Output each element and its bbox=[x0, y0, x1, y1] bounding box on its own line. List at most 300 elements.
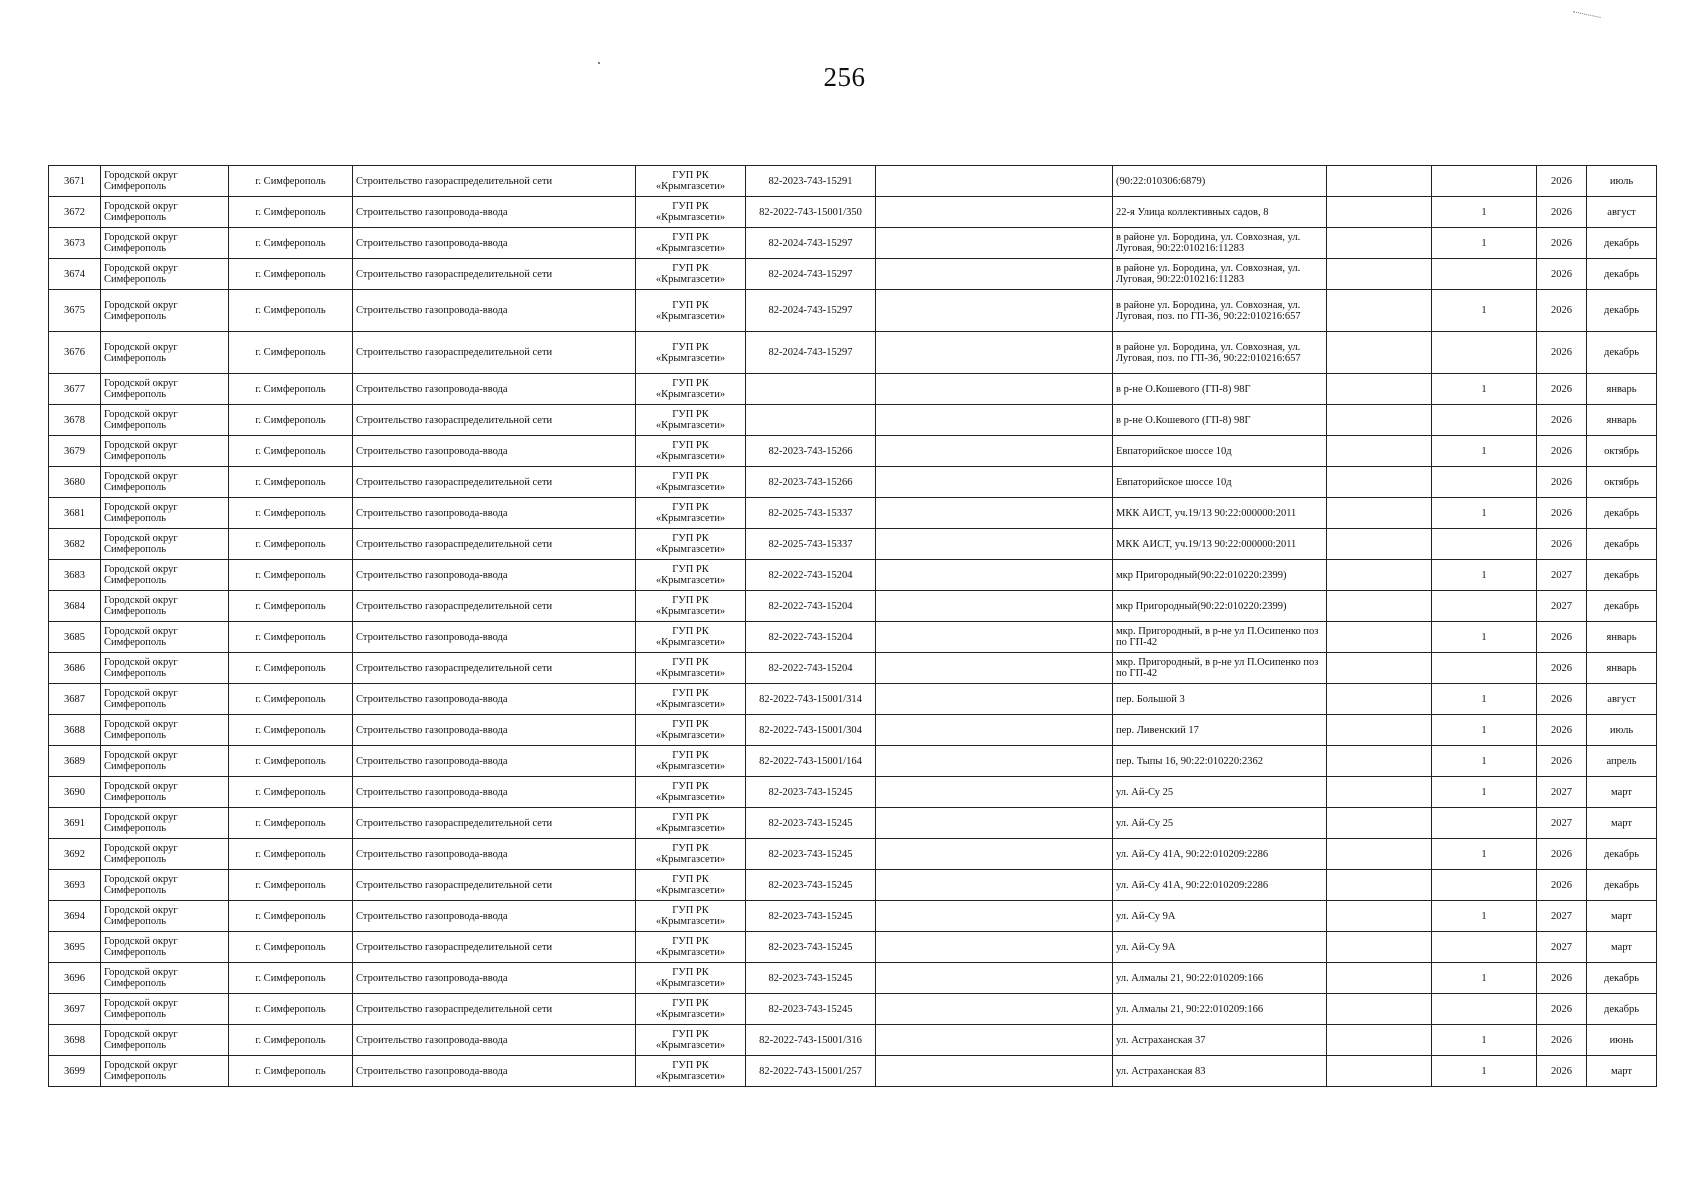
month-cell: март bbox=[1587, 932, 1657, 963]
address-cell: пер. Ливенский 17 bbox=[1113, 715, 1327, 746]
quantity-cell bbox=[1432, 467, 1537, 498]
project-code-cell: 82-2023-743-15266 bbox=[746, 467, 876, 498]
address-cell: ул. Алмалы 21, 90:22:010209:166 bbox=[1113, 994, 1327, 1025]
project-code-cell: 82-2023-743-15245 bbox=[746, 932, 876, 963]
quantity-cell: 1 bbox=[1432, 498, 1537, 529]
organization-cell: ГУП РК «Крымгазсети» bbox=[636, 901, 746, 932]
empty-cell bbox=[1327, 1025, 1432, 1056]
month-cell: март bbox=[1587, 808, 1657, 839]
year-cell: 2026 bbox=[1537, 622, 1587, 653]
table-row bbox=[49, 529, 1657, 560]
work-type-cell: Строительство газопровода-ввода bbox=[353, 498, 636, 529]
city-cell: г. Симферополь bbox=[229, 746, 353, 777]
organization-cell: ГУП РК «Крымгазсети» bbox=[636, 197, 746, 228]
organization-cell: ГУП РК «Крымгазсети» bbox=[636, 228, 746, 259]
month-cell: декабрь bbox=[1587, 870, 1657, 901]
quantity-cell bbox=[1432, 870, 1537, 901]
empty-cell bbox=[1327, 715, 1432, 746]
quantity-cell: 1 bbox=[1432, 436, 1537, 467]
city-cell: г. Симферополь bbox=[229, 994, 353, 1025]
work-type-cell: Строительство газораспределительной сети bbox=[353, 259, 636, 290]
row-number: 3689 bbox=[49, 746, 101, 777]
year-cell: 2026 bbox=[1537, 994, 1587, 1025]
empty-cell bbox=[876, 684, 1113, 715]
table-row bbox=[49, 228, 1657, 259]
quantity-cell bbox=[1432, 332, 1537, 374]
project-code-cell: 82-2023-743-15245 bbox=[746, 901, 876, 932]
address-cell: пер. Тыпы 16, 90:22:010220:2362 bbox=[1113, 746, 1327, 777]
empty-cell bbox=[876, 901, 1113, 932]
row-number: 3681 bbox=[49, 498, 101, 529]
address-cell: в р-не О.Кошевого (ГП-8) 98Г bbox=[1113, 405, 1327, 436]
city-cell: г. Симферополь bbox=[229, 808, 353, 839]
year-cell: 2026 bbox=[1537, 715, 1587, 746]
month-cell: январь bbox=[1587, 653, 1657, 684]
organization-cell: ГУП РК «Крымгазсети» bbox=[636, 290, 746, 332]
table-row bbox=[49, 332, 1657, 374]
empty-cell bbox=[1327, 197, 1432, 228]
organization-cell: ГУП РК «Крымгазсети» bbox=[636, 259, 746, 290]
empty-cell bbox=[1327, 808, 1432, 839]
year-cell: 2026 bbox=[1537, 746, 1587, 777]
year-cell: 2026 bbox=[1537, 498, 1587, 529]
organization-cell: ГУП РК «Крымгазсети» bbox=[636, 374, 746, 405]
address-cell: мкр. Пригородный, в р-не ул П.Осипенко поз по ГП-42 bbox=[1113, 622, 1327, 653]
empty-cell bbox=[1327, 498, 1432, 529]
empty-cell bbox=[876, 808, 1113, 839]
address-cell: ул. Астраханская 83 bbox=[1113, 1056, 1327, 1087]
organization-cell: ГУП РК «Крымгазсети» bbox=[636, 591, 746, 622]
row-number: 3686 bbox=[49, 653, 101, 684]
month-cell: март bbox=[1587, 901, 1657, 932]
address-cell: мкр Пригородный(90:22:010220:2399) bbox=[1113, 591, 1327, 622]
city-cell: г. Симферополь bbox=[229, 467, 353, 498]
project-code-cell: 82-2022-743-15204 bbox=[746, 653, 876, 684]
row-number: 3685 bbox=[49, 622, 101, 653]
empty-cell bbox=[1327, 467, 1432, 498]
city-cell: г. Симферополь bbox=[229, 197, 353, 228]
year-cell: 2026 bbox=[1537, 653, 1587, 684]
project-code-cell: 82-2022-743-15001/164 bbox=[746, 746, 876, 777]
district-cell: Городской округ Симферополь bbox=[101, 963, 229, 994]
row-number: 3684 bbox=[49, 591, 101, 622]
year-cell: 2026 bbox=[1537, 374, 1587, 405]
empty-cell bbox=[876, 374, 1113, 405]
month-cell: декабрь bbox=[1587, 332, 1657, 374]
empty-cell bbox=[1327, 259, 1432, 290]
empty-cell bbox=[1327, 290, 1432, 332]
quantity-cell: 1 bbox=[1432, 839, 1537, 870]
table-row bbox=[49, 684, 1657, 715]
quantity-cell: 1 bbox=[1432, 715, 1537, 746]
registry-table bbox=[48, 165, 1657, 1087]
quantity-cell: 1 bbox=[1432, 684, 1537, 715]
empty-cell bbox=[876, 529, 1113, 560]
quantity-cell: 1 bbox=[1432, 228, 1537, 259]
project-code-cell: 82-2024-743-15297 bbox=[746, 332, 876, 374]
organization-cell: ГУП РК «Крымгазсети» bbox=[636, 498, 746, 529]
city-cell: г. Симферополь bbox=[229, 228, 353, 259]
empty-cell bbox=[876, 197, 1113, 228]
year-cell: 2026 bbox=[1537, 332, 1587, 374]
scan-artifact bbox=[1571, 11, 1600, 26]
project-code-cell bbox=[746, 405, 876, 436]
empty-cell bbox=[876, 963, 1113, 994]
empty-cell bbox=[1327, 901, 1432, 932]
project-code-cell: 82-2025-743-15337 bbox=[746, 529, 876, 560]
work-type-cell: Строительство газопровода-ввода bbox=[353, 436, 636, 467]
work-type-cell: Строительство газораспределительной сети bbox=[353, 994, 636, 1025]
table-row bbox=[49, 467, 1657, 498]
district-cell: Городской округ Симферополь bbox=[101, 808, 229, 839]
city-cell: г. Симферополь bbox=[229, 963, 353, 994]
row-number: 3678 bbox=[49, 405, 101, 436]
work-type-cell: Строительство газопровода-ввода bbox=[353, 1056, 636, 1087]
work-type-cell: Строительство газораспределительной сети bbox=[353, 591, 636, 622]
month-cell: июль bbox=[1587, 715, 1657, 746]
month-cell: декабрь bbox=[1587, 290, 1657, 332]
row-number: 3682 bbox=[49, 529, 101, 560]
district-cell: Городской округ Симферополь bbox=[101, 332, 229, 374]
district-cell: Городской округ Симферополь bbox=[101, 746, 229, 777]
row-number: 3680 bbox=[49, 467, 101, 498]
district-cell: Городской округ Симферополь bbox=[101, 374, 229, 405]
project-code-cell: 82-2022-743-15204 bbox=[746, 560, 876, 591]
month-cell: июнь bbox=[1587, 1025, 1657, 1056]
city-cell: г. Симферополь bbox=[229, 870, 353, 901]
month-cell: декабрь bbox=[1587, 259, 1657, 290]
month-cell: декабрь bbox=[1587, 228, 1657, 259]
work-type-cell: Строительство газопровода-ввода bbox=[353, 228, 636, 259]
row-number: 3699 bbox=[49, 1056, 101, 1087]
quantity-cell bbox=[1432, 529, 1537, 560]
district-cell: Городской округ Симферополь bbox=[101, 166, 229, 197]
empty-cell bbox=[876, 436, 1113, 467]
district-cell: Городской округ Симферополь bbox=[101, 870, 229, 901]
work-type-cell: Строительство газораспределительной сети bbox=[353, 932, 636, 963]
empty-cell bbox=[876, 332, 1113, 374]
row-number: 3677 bbox=[49, 374, 101, 405]
quantity-cell: 1 bbox=[1432, 1056, 1537, 1087]
city-cell: г. Симферополь bbox=[229, 405, 353, 436]
empty-cell bbox=[876, 839, 1113, 870]
work-type-cell: Строительство газопровода-ввода bbox=[353, 963, 636, 994]
city-cell: г. Симферополь bbox=[229, 290, 353, 332]
project-code-cell: 82-2022-743-15204 bbox=[746, 622, 876, 653]
empty-cell bbox=[876, 591, 1113, 622]
address-cell: пер. Большой 3 bbox=[1113, 684, 1327, 715]
city-cell: г. Симферополь bbox=[229, 332, 353, 374]
empty-cell bbox=[1327, 746, 1432, 777]
table-row bbox=[49, 932, 1657, 963]
district-cell: Городской округ Симферополь bbox=[101, 259, 229, 290]
project-code-cell: 82-2022-743-15204 bbox=[746, 591, 876, 622]
empty-cell bbox=[876, 932, 1113, 963]
work-type-cell: Строительство газораспределительной сети bbox=[353, 529, 636, 560]
empty-cell bbox=[876, 1025, 1113, 1056]
table-row bbox=[49, 808, 1657, 839]
row-number: 3672 bbox=[49, 197, 101, 228]
district-cell: Городской округ Симферополь bbox=[101, 1025, 229, 1056]
address-cell: ул. Ай-Су 9А bbox=[1113, 901, 1327, 932]
empty-cell bbox=[876, 290, 1113, 332]
city-cell: г. Симферополь bbox=[229, 932, 353, 963]
address-cell: Евпаторийское шоссе 10д bbox=[1113, 467, 1327, 498]
year-cell: 2026 bbox=[1537, 870, 1587, 901]
empty-cell bbox=[1327, 405, 1432, 436]
quantity-cell bbox=[1432, 653, 1537, 684]
address-cell: в районе ул. Бородина, ул. Совхозная, ул. Луговая, поз. по ГП-36, 90:22:010216:657 bbox=[1113, 332, 1327, 374]
organization-cell: ГУП РК «Крымгазсети» bbox=[636, 746, 746, 777]
year-cell: 2027 bbox=[1537, 901, 1587, 932]
month-cell: июль bbox=[1587, 166, 1657, 197]
row-number: 3694 bbox=[49, 901, 101, 932]
empty-cell bbox=[1327, 591, 1432, 622]
address-cell: МКК АИСТ, уч.19/13 90:22:000000:2011 bbox=[1113, 498, 1327, 529]
quantity-cell: 1 bbox=[1432, 374, 1537, 405]
quantity-cell bbox=[1432, 591, 1537, 622]
organization-cell: ГУП РК «Крымгазсети» bbox=[636, 405, 746, 436]
district-cell: Городской округ Симферополь bbox=[101, 529, 229, 560]
work-type-cell: Строительство газопровода-ввода bbox=[353, 901, 636, 932]
city-cell: г. Симферополь bbox=[229, 684, 353, 715]
empty-cell bbox=[876, 560, 1113, 591]
district-cell: Городской округ Симферополь bbox=[101, 777, 229, 808]
table-row bbox=[49, 498, 1657, 529]
empty-cell bbox=[1327, 529, 1432, 560]
empty-cell bbox=[1327, 994, 1432, 1025]
project-code-cell: 82-2022-743-15001/257 bbox=[746, 1056, 876, 1087]
district-cell: Городской округ Симферополь bbox=[101, 228, 229, 259]
empty-cell bbox=[876, 228, 1113, 259]
address-cell: мкр. Пригородный, в р-не ул П.Осипенко поз по ГП-42 bbox=[1113, 653, 1327, 684]
table-row bbox=[49, 963, 1657, 994]
quantity-cell bbox=[1432, 808, 1537, 839]
organization-cell: ГУП РК «Крымгазсети» bbox=[636, 994, 746, 1025]
organization-cell: ГУП РК «Крымгазсети» bbox=[636, 1025, 746, 1056]
work-type-cell: Строительство газопровода-ввода bbox=[353, 290, 636, 332]
address-cell: МКК АИСТ, уч.19/13 90:22:000000:2011 bbox=[1113, 529, 1327, 560]
city-cell: г. Симферополь bbox=[229, 839, 353, 870]
table-row bbox=[49, 901, 1657, 932]
district-cell: Городской округ Симферополь bbox=[101, 653, 229, 684]
project-code-cell: 82-2023-743-15245 bbox=[746, 870, 876, 901]
month-cell: март bbox=[1587, 777, 1657, 808]
city-cell: г. Симферополь bbox=[229, 591, 353, 622]
table-row bbox=[49, 622, 1657, 653]
district-cell: Городской округ Симферополь bbox=[101, 622, 229, 653]
empty-cell bbox=[876, 715, 1113, 746]
row-number: 3679 bbox=[49, 436, 101, 467]
empty-cell bbox=[1327, 436, 1432, 467]
organization-cell: ГУП РК «Крымгазсети» bbox=[636, 622, 746, 653]
empty-cell bbox=[876, 498, 1113, 529]
project-code-cell: 82-2022-743-15001/304 bbox=[746, 715, 876, 746]
district-cell: Городской округ Симферополь bbox=[101, 994, 229, 1025]
address-cell: в районе ул. Бородина, ул. Совхозная, ул. Луговая, 90:22:010216:11283 bbox=[1113, 228, 1327, 259]
project-code-cell: 82-2023-743-15266 bbox=[746, 436, 876, 467]
project-code-cell: 82-2022-743-15001/350 bbox=[746, 197, 876, 228]
city-cell: г. Симферополь bbox=[229, 529, 353, 560]
empty-cell bbox=[1327, 622, 1432, 653]
project-code-cell: 82-2023-743-15245 bbox=[746, 808, 876, 839]
address-cell: в р-не О.Кошевого (ГП-8) 98Г bbox=[1113, 374, 1327, 405]
empty-cell bbox=[876, 870, 1113, 901]
organization-cell: ГУП РК «Крымгазсети» bbox=[636, 932, 746, 963]
year-cell: 2027 bbox=[1537, 777, 1587, 808]
city-cell: г. Симферополь bbox=[229, 560, 353, 591]
work-type-cell: Строительство газораспределительной сети bbox=[353, 332, 636, 374]
quantity-cell: 1 bbox=[1432, 1025, 1537, 1056]
quantity-cell bbox=[1432, 259, 1537, 290]
empty-cell bbox=[876, 746, 1113, 777]
empty-cell bbox=[1327, 332, 1432, 374]
organization-cell: ГУП РК «Крымгазсети» bbox=[636, 777, 746, 808]
year-cell: 2026 bbox=[1537, 405, 1587, 436]
city-cell: г. Симферополь bbox=[229, 715, 353, 746]
year-cell: 2026 bbox=[1537, 1025, 1587, 1056]
district-cell: Городской округ Симферополь bbox=[101, 591, 229, 622]
address-cell: ул. Астраханская 37 bbox=[1113, 1025, 1327, 1056]
month-cell: март bbox=[1587, 1056, 1657, 1087]
month-cell: декабрь bbox=[1587, 591, 1657, 622]
district-cell: Городской округ Симферополь bbox=[101, 901, 229, 932]
work-type-cell: Строительство газопровода-ввода bbox=[353, 560, 636, 591]
year-cell: 2027 bbox=[1537, 560, 1587, 591]
month-cell: декабрь bbox=[1587, 839, 1657, 870]
month-cell: октябрь bbox=[1587, 436, 1657, 467]
organization-cell: ГУП РК «Крымгазсети» bbox=[636, 332, 746, 374]
empty-cell bbox=[1327, 839, 1432, 870]
quantity-cell bbox=[1432, 405, 1537, 436]
empty-cell bbox=[1327, 1056, 1432, 1087]
empty-cell bbox=[876, 166, 1113, 197]
empty-cell bbox=[876, 405, 1113, 436]
address-cell: (90:22:010306:6879) bbox=[1113, 166, 1327, 197]
row-number: 3671 bbox=[49, 166, 101, 197]
address-cell: ул. Ай-Су 25 bbox=[1113, 777, 1327, 808]
district-cell: Городской округ Симферополь bbox=[101, 560, 229, 591]
city-cell: г. Симферополь bbox=[229, 259, 353, 290]
month-cell: январь bbox=[1587, 405, 1657, 436]
project-code-cell: 82-2023-743-15245 bbox=[746, 994, 876, 1025]
year-cell: 2026 bbox=[1537, 1056, 1587, 1087]
organization-cell: ГУП РК «Крымгазсети» bbox=[636, 166, 746, 197]
project-code-cell: 82-2022-743-15001/314 bbox=[746, 684, 876, 715]
table-row bbox=[49, 994, 1657, 1025]
table-row bbox=[49, 259, 1657, 290]
table-row bbox=[49, 166, 1657, 197]
row-number: 3691 bbox=[49, 808, 101, 839]
month-cell: декабрь bbox=[1587, 560, 1657, 591]
city-cell: г. Симферополь bbox=[229, 777, 353, 808]
work-type-cell: Строительство газораспределительной сети bbox=[353, 653, 636, 684]
year-cell: 2026 bbox=[1537, 166, 1587, 197]
work-type-cell: Строительство газопровода-ввода bbox=[353, 197, 636, 228]
row-number: 3698 bbox=[49, 1025, 101, 1056]
year-cell: 2026 bbox=[1537, 290, 1587, 332]
district-cell: Городской округ Симферополь bbox=[101, 932, 229, 963]
quantity-cell bbox=[1432, 166, 1537, 197]
district-cell: Городской округ Симферополь bbox=[101, 290, 229, 332]
row-number: 3697 bbox=[49, 994, 101, 1025]
project-code-cell: 82-2023-743-15245 bbox=[746, 839, 876, 870]
city-cell: г. Симферополь bbox=[229, 1025, 353, 1056]
table-row bbox=[49, 290, 1657, 332]
city-cell: г. Симферополь bbox=[229, 436, 353, 467]
address-cell: ул. Ай-Су 9А bbox=[1113, 932, 1327, 963]
table-row bbox=[49, 560, 1657, 591]
month-cell: декабрь bbox=[1587, 529, 1657, 560]
table-row bbox=[49, 405, 1657, 436]
empty-cell bbox=[1327, 963, 1432, 994]
quantity-cell: 1 bbox=[1432, 746, 1537, 777]
city-cell: г. Симферополь bbox=[229, 622, 353, 653]
table-row bbox=[49, 653, 1657, 684]
month-cell: декабрь bbox=[1587, 994, 1657, 1025]
year-cell: 2026 bbox=[1537, 228, 1587, 259]
organization-cell: ГУП РК «Крымгазсети» bbox=[636, 436, 746, 467]
month-cell: октябрь bbox=[1587, 467, 1657, 498]
quantity-cell: 1 bbox=[1432, 197, 1537, 228]
project-code-cell: 82-2024-743-15297 bbox=[746, 228, 876, 259]
city-cell: г. Симферополь bbox=[229, 653, 353, 684]
district-cell: Городской округ Симферополь bbox=[101, 436, 229, 467]
quantity-cell: 1 bbox=[1432, 963, 1537, 994]
month-cell: январь bbox=[1587, 622, 1657, 653]
empty-cell bbox=[876, 653, 1113, 684]
empty-cell bbox=[876, 1056, 1113, 1087]
work-type-cell: Строительство газопровода-ввода bbox=[353, 374, 636, 405]
quantity-cell: 1 bbox=[1432, 622, 1537, 653]
empty-cell bbox=[876, 467, 1113, 498]
table-row bbox=[49, 870, 1657, 901]
empty-cell bbox=[876, 259, 1113, 290]
table-row bbox=[49, 197, 1657, 228]
year-cell: 2026 bbox=[1537, 259, 1587, 290]
row-number: 3688 bbox=[49, 715, 101, 746]
quantity-cell: 1 bbox=[1432, 777, 1537, 808]
city-cell: г. Симферополь bbox=[229, 901, 353, 932]
address-cell: Евпаторийское шоссе 10д bbox=[1113, 436, 1327, 467]
city-cell: г. Симферополь bbox=[229, 374, 353, 405]
work-type-cell: Строительство газораспределительной сети bbox=[353, 467, 636, 498]
address-cell: в районе ул. Бородина, ул. Совхозная, ул. Луговая, поз. по ГП-36, 90:22:010216:657 bbox=[1113, 290, 1327, 332]
table-row bbox=[49, 1025, 1657, 1056]
district-cell: Городской округ Симферополь bbox=[101, 1056, 229, 1087]
year-cell: 2027 bbox=[1537, 808, 1587, 839]
row-number: 3690 bbox=[49, 777, 101, 808]
organization-cell: ГУП РК «Крымгазсети» bbox=[636, 839, 746, 870]
organization-cell: ГУП РК «Крымгазсети» bbox=[636, 963, 746, 994]
year-cell: 2026 bbox=[1537, 467, 1587, 498]
district-cell: Городской округ Симферополь bbox=[101, 405, 229, 436]
empty-cell bbox=[1327, 166, 1432, 197]
address-cell: в районе ул. Бородина, ул. Совхозная, ул. Луговая, 90:22:010216:11283 bbox=[1113, 259, 1327, 290]
table-row bbox=[49, 777, 1657, 808]
organization-cell: ГУП РК «Крымгазсети» bbox=[636, 1056, 746, 1087]
row-number: 3673 bbox=[49, 228, 101, 259]
empty-cell bbox=[1327, 932, 1432, 963]
organization-cell: ГУП РК «Крымгазсети» bbox=[636, 529, 746, 560]
address-cell: ул. Ай-Су 41А, 90:22:010209:2286 bbox=[1113, 870, 1327, 901]
month-cell: январь bbox=[1587, 374, 1657, 405]
project-code-cell: 82-2024-743-15297 bbox=[746, 290, 876, 332]
project-code-cell: 82-2025-743-15337 bbox=[746, 498, 876, 529]
table-row bbox=[49, 839, 1657, 870]
empty-cell bbox=[1327, 777, 1432, 808]
year-cell: 2027 bbox=[1537, 591, 1587, 622]
